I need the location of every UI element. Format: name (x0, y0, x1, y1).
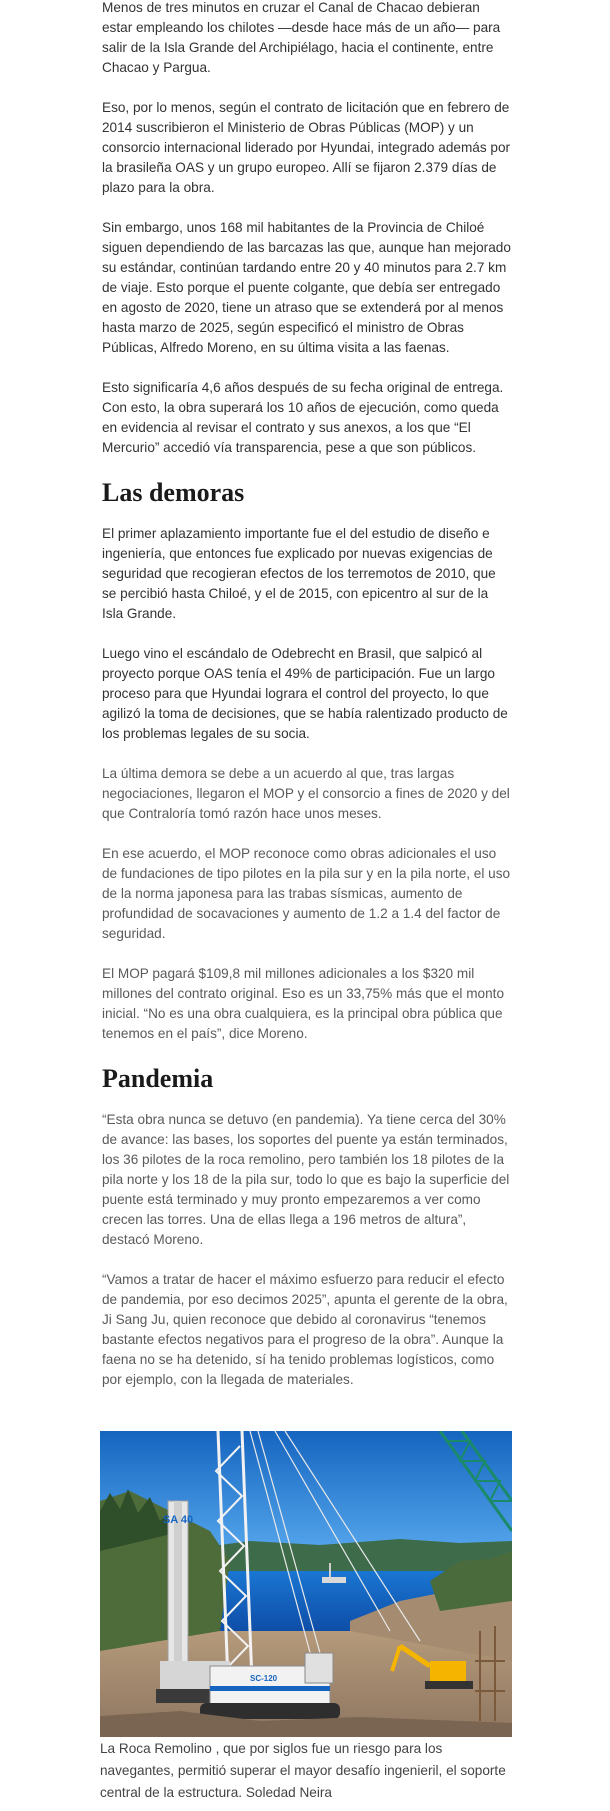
crane-text-left: SA 40 (162, 1514, 194, 1526)
paragraph-intro-4: Esto significaría 4,6 años después de su fecha original de entrega. Con esto, la obra superará los 10 años de ejecución, como queda en evidencia al revisar el contrato y sus anexos, a los que “El Mercurio” accedió vía transparencia, pese a que son públicos. (102, 380, 504, 455)
construction-site-illustration (100, 1431, 512, 1737)
paragraph-demoras-2: Luego vino el escándalo de Odebrecht en Brasil, que salpicó al proyecto porque OAS tenía el 49% de participación. Fue un largo proceso para que Hyundai lograra el control del proyecto, lo que agilizó la toma de decisiones, que se había ralentizado producto de los problemas legales de su socia. (102, 646, 508, 741)
paragraph-demoras-5: El MOP pagará $109,8 mil millones adicionales a los $320 mil millones del contrato original. Eso es un 33,75% más que el monto inicial. “No es una obra cualquiera, es la principal obra pública que tenemos en el país”, dice Moreno. (102, 966, 504, 1041)
article-photo (100, 1431, 512, 1737)
paragraph-intro-3: Sin embargo, unos 168 mil habitantes de la Provincia de Chiloé siguen dependiendo de las barcazas las que, aunque han mejorado su estándar, continúan tardando entre 20 y 40 minutos para 2.7 km de viaje. Esto porque el puente colgante, que debía ser entregado en agosto de 2020, tiene un atraso que se extenderá por al menos hasta marzo de 2025, según especificó el ministro de Obras Públicas, Alfredo Moreno, en su última visita a las faenas. (102, 220, 511, 355)
paragraph-pandemia-1: “Esta obra nunca se detuvo (en pandemia). Ya tiene cerca del 30% de avance: las bases, los soportes del puente ya están terminados, los 36 pilotes de la roca remolino, pero también los 18 pilotes de la pila norte y los 18 de la pila sur, todo lo que es bajo la superficie del puente está terminado y muy pronto empezaremos a ver como crecen las torres. Una de ellas llega a 196 metros de altura”, destacó Moreno. (102, 1112, 510, 1247)
crane-text-right: SC-120 (250, 1674, 278, 1683)
section-heading-demoras: Las demoras (102, 478, 245, 507)
section-heading-pandemia: Pandemia (102, 1064, 214, 1093)
article-body (102, 0, 512, 1410)
sea-platform (322, 1577, 346, 1583)
paragraph-intro-1: Menos de tres minutos en cruzar el Canal de Chacao debieran estar empleando los chilotes —desde hace más de un año— para salir de la Isla Grande del Archipiélago, hacia el continente, entre Chacao y Pargua. (102, 0, 501, 75)
paragraph-pandemia-2: “Vamos a tratar de hacer el máximo esfuerzo para reducir el efecto de pandemia, por eso decimos 2025”, apunta el gerente de la obra, Ji Sang Ju, quien reconoce que debido al coronavirus “tenemos bastante efectos negativos para el progreso de la obra”. Aunque la faena no se ha detenido, sí ha tenido problemas logísticos, como por ejemplo, con la llegada de materiales. (102, 1272, 508, 1387)
paragraph-demoras-4: En ese acuerdo, el MOP reconoce como obras adicionales el uso de fundaciones de tipo pilotes en la pila sur y en la pila norte, el uso de la norma japonesa para las trabas sísmicas, aumento de profundidad de socavaciones y aumento de 1.2 a 1.4 del factor de seguridad. (102, 846, 511, 941)
paragraph-demoras-1: El primer aplazamiento importante fue el del estudio de diseño e ingeniería, que entonces fue explicado por nuevas exigencias de seguridad que recogieran efectos de los terremotos de 2010, que se percibió hasta Chiloé, y el de 2015, con epicentro al sur de la Isla Grande. (102, 526, 496, 621)
paragraph-demoras-3: La última demora se debe a un acuerdo al que, tras largas negociaciones, llegaron el MOP y el consorcio a fines de 2020 y del que Contraloría tomó razón hace unos meses. (102, 766, 510, 821)
paragraph-intro-2: Eso, por lo menos, según el contrato de licitación que en febrero de 2014 suscribieron el Ministerio de Obras Públicas (MOP) y un consorcio internacional liderado por Hyundai, integrado además por la brasileña OAS y un grupo europeo. Allí se fijaron 2.379 días de plazo para la obra. (102, 100, 511, 195)
photo-caption: La Roca Remolino , que por siglos fue un riesgo para los navegantes, permitió superar el mayor desafío ingenieril, el soporte central de la estructura. Soledad Neira (100, 1741, 506, 1800)
